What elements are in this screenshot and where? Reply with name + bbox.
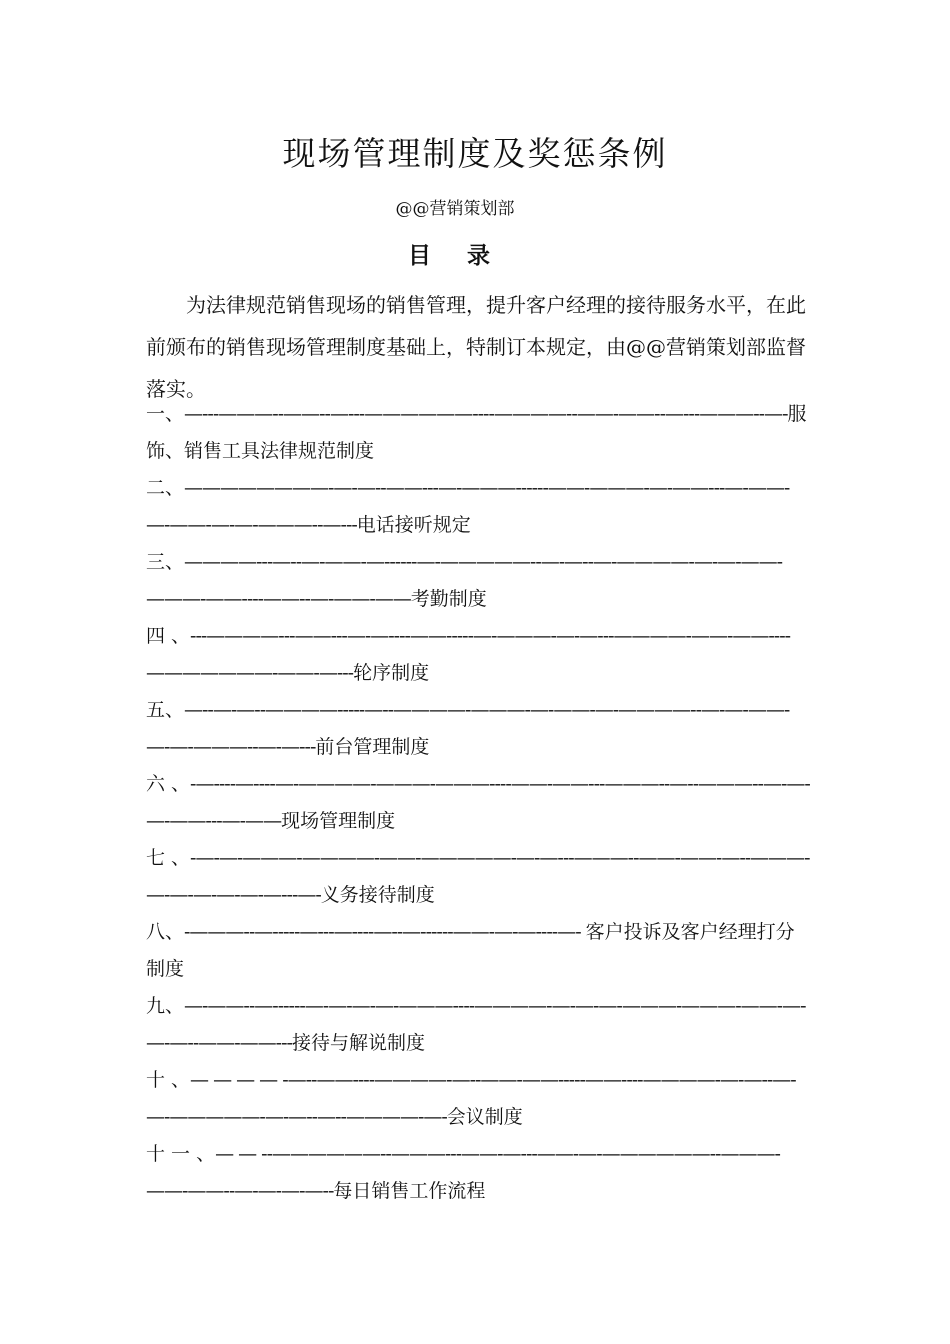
toc-entry-leader: ————————-—-—--——---—-———------——-———-—-——---—-——-—-——-—-—-———--—---	[146, 477, 790, 536]
table-of-contents	[146, 396, 811, 1210]
toc-entry-leader: -—-—-———-————-——-—————-—-—---———--——-——-—--———-—-—-—-—-—-—---—-	[146, 847, 810, 906]
toc-entry-number: 三、	[146, 551, 185, 573]
toc-entry-number: 六 、	[146, 773, 191, 795]
toc-entry-number: 十 、	[146, 1069, 191, 1091]
toc-entry-title: 服饰、销售工具法律规范制度	[146, 403, 807, 462]
toc-entry	[146, 618, 811, 692]
toc-entry	[146, 396, 811, 470]
toc-entry-leader: —--—-—--————-----—--————-———-—-——-—-————--—-—-——-—-—-———--—-—---	[146, 699, 790, 758]
toc-entry	[146, 470, 811, 544]
toc-entry-leader: —-——--—------—-—-—-—-———----————-—-—-—-———-———-——-—-—-—--——-——---	[146, 995, 806, 1054]
toc-entry-number: 十 一 、	[146, 1143, 216, 1165]
toc-entry	[146, 1136, 811, 1210]
toc-entry-title: 现场管理制度	[281, 810, 396, 832]
toc-entry	[146, 766, 811, 840]
department-name: @@营销策划部	[395, 199, 515, 219]
toc-entry-title: 义务接待制度	[320, 884, 435, 906]
toc-entry-number: 九、	[146, 995, 185, 1017]
toc-entry-number: 二、	[146, 477, 185, 499]
toc-entry-title: 考勤制度	[410, 588, 487, 610]
toc-entry-title: 前台管理制度	[315, 736, 430, 758]
toc-heading: 目 录	[407, 243, 504, 269]
toc-entry-number: 一、	[146, 403, 185, 425]
toc-entry	[146, 1062, 811, 1136]
toc-entry	[146, 544, 811, 618]
intro-paragraph: 为法律规范销售现场的销售管理，提升客户经理的接待服务水平，在此前颁布的销售现场管理制度基础上，特制订本规定，由@@营销策划部监督落实。	[146, 293, 806, 401]
toc-entry	[146, 840, 811, 914]
toc-entry-leader: —---———--——--—---——————----————--——-——--—---———--—-	[184, 403, 788, 425]
toc-entry-title: 客户投诉及客户经理打分制度	[146, 921, 795, 980]
toc-entry-title: 电话接听规定	[356, 514, 471, 536]
toc-entry-number: 七 、	[146, 847, 191, 869]
toc-entry-title: 每日销售工作流程	[333, 1180, 486, 1202]
toc-entry-leader: — — --——————--———---——-—---——-—-——————--———-——-——--—-—-—-—--	[146, 1143, 780, 1202]
toc-entry-leader: -———--—-----—---—----—--—------——-—-—----—-	[184, 921, 586, 943]
toc-entry	[146, 692, 811, 766]
toc-entry	[146, 988, 811, 1062]
toc-entry-title: 会议制度	[446, 1106, 523, 1128]
toc-entry-title: 接待与解说制度	[291, 1032, 425, 1054]
toc-entry	[146, 914, 811, 988]
document-title: 现场管理制度及奖惩条例	[282, 134, 668, 173]
toc-entry-number: 八、	[146, 921, 185, 943]
toc-entry-number: 四 、	[146, 625, 191, 647]
toc-entry-leader: ---————---——---—-—----——-----—-———-—-—---————-——-——----———————-——-—---	[146, 625, 791, 684]
toc-entry-title: 轮序制度	[353, 662, 430, 684]
toc-entry-number: 五、	[146, 699, 185, 721]
toc-entry-leader: — — — — -—--——----————-—--——-——-----——----————-—-—--—-—-—————-—-—--—--————-—-	[146, 1069, 796, 1128]
toc-entry-leader: -—----—----—-————-———-———----——-——---———--—--———--—-—-—-——---—-——	[146, 773, 810, 832]
toc-entry-leader: ————---—--—-——-—------—-—————--—-—--—-————-—-—-——-———-——----——--—-——-——	[146, 551, 783, 610]
